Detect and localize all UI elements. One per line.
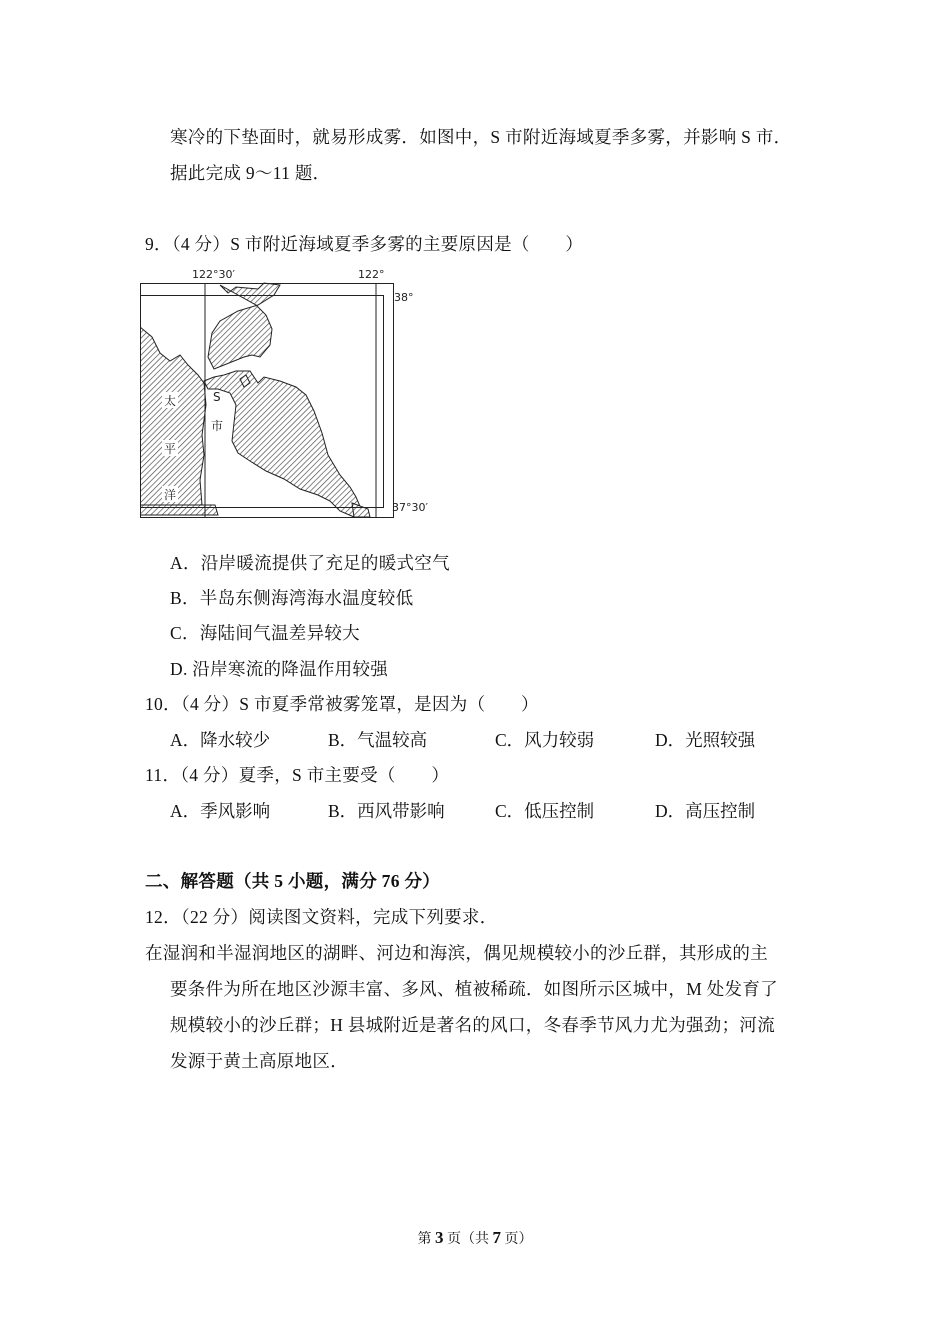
q12-paragraph-line-3: 规模较小的沙丘群；H 县城附近是著名的风口，冬春季节风力尤为强劲；河流: [170, 1015, 776, 1035]
footer-prefix: 第: [417, 1232, 432, 1247]
footer-mid: 页（共: [447, 1232, 489, 1247]
eastern-land: [204, 371, 362, 517]
southeast-land: [352, 503, 370, 517]
q9-option-a: A．沿岸暖流提供了充足的暖式空气: [170, 553, 450, 573]
city-label-shi: 市: [211, 419, 224, 433]
ocean-label-char-2: 平: [164, 442, 177, 456]
q11-option-d: D．高压控制: [655, 801, 756, 821]
q9-option-b: B．半岛东侧海湾海水温度较低: [170, 588, 414, 608]
ocean-label-char-3: 洋: [164, 488, 177, 502]
intro-line-1: 寒冷的下垫面时，就易形成雾．如图中，S 市附近海域夏季多雾，并影响 S 市．: [170, 127, 792, 147]
section-2-heading: 二、解答题（共 5 小题，满分 76 分）: [145, 871, 441, 891]
q11-option-a: A．季风影响: [170, 801, 271, 821]
western-land: [140, 327, 206, 505]
footer-total-pages: 7: [492, 1228, 501, 1247]
q12-paragraph-line-2: 要条件为所在地区沙源丰富、多风、植被稀疏．如图所示区城中，M 处发育了: [170, 979, 778, 999]
q10-option-b: B．气温较高: [328, 730, 428, 750]
q10-option-a: A．降水较少: [170, 730, 271, 750]
q9-option-c: C．海陆间气温差异较大: [170, 623, 360, 643]
southern-land: [140, 505, 218, 515]
q10-option-d: D．光照较强: [655, 730, 756, 750]
q9-option-d: D. 沿岸寒流的降温作用较强: [170, 659, 389, 679]
intro-line-2: 据此完成 9～11 题．: [170, 163, 331, 183]
lat-label-top: 38°: [394, 291, 414, 304]
question-10-stem: 10．（4 分）S 市夏季常被雾笼罩，是因为（ ）: [145, 694, 539, 714]
lon-label-right: 122°: [358, 268, 385, 281]
q12-paragraph-line-4: 发源于黄土高原地区．: [170, 1051, 348, 1071]
city-label-s: S: [213, 390, 221, 404]
question-9-stem: 9．（4 分）S 市附近海域夏季多雾的主要原因是（ ）: [145, 234, 584, 254]
footer-suffix: 页）: [504, 1232, 533, 1247]
map-figure: [140, 265, 440, 523]
q12-paragraph-line-1: 在湿润和半湿润地区的湖畔、河边和海滨，偶见规模较小的沙丘群，其形成的主: [145, 943, 768, 963]
q10-option-c: C．风力较弱: [495, 730, 595, 750]
ocean-label-char-1: 太: [164, 394, 177, 408]
question-12-stem: 12．（22 分）阅读图文资料，完成下列要求．: [145, 907, 498, 927]
footer-page-number: 3: [435, 1228, 444, 1247]
lon-label-left: 122°30′: [192, 268, 235, 281]
q11-option-c: C．低压控制: [495, 801, 595, 821]
page-footer: [0, 1228, 950, 1248]
question-11-stem: 11．（4 分）夏季，S 市主要受（ ）: [145, 765, 450, 785]
lat-label-bottom: 37°30′: [392, 501, 428, 514]
q11-option-b: B．西风带影响: [328, 801, 445, 821]
